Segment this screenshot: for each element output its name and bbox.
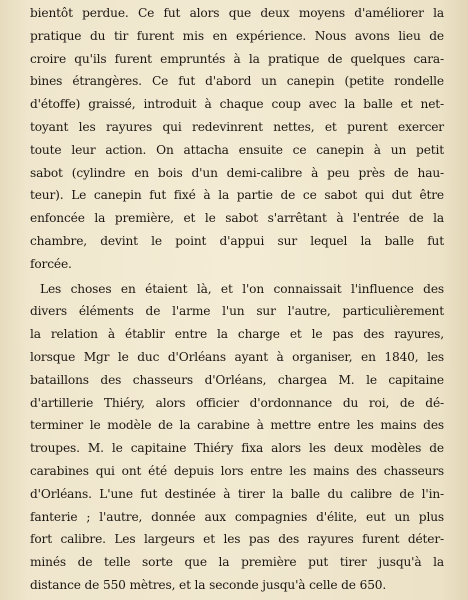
text-line: fanterie ; l'autre, donnée aux compagnies d'élite, eut un plus	[30, 509, 444, 524]
text-line: enfoncée la première, et le sabot s'arrêtant à l'entrée de la	[30, 211, 444, 226]
text-line: bines étrangères. Ce fut d'abord un canepin (petite rondelle	[30, 74, 444, 89]
text-line: troupes. M. le capitaine Thiéry fixa alors les deux modèles de	[30, 441, 444, 456]
text-line: chambre, devint le point d'appui sur lequel la balle fut	[30, 233, 444, 248]
text-line: lorsque Mgr le duc d'Orléans ayant à organiser, en 1840, les	[30, 349, 444, 364]
text-line: Les choses en étaient là, et l'on connaissait l'influence des	[40, 281, 444, 296]
text-line: terminer le modèle de la carabine à mettre entre les mains des	[30, 418, 444, 433]
text-line: distance de 550 mètres, et la seconde jusqu'à celle de 650.	[30, 577, 387, 592]
text-line: croire qu'ils furent empruntés à la pratique de quelques cara-	[30, 51, 444, 66]
page-text	[30, 2, 444, 597]
text-line: teur). Le canepin fut fixé à la partie de ce sabot qui dut être	[30, 188, 444, 203]
text-line: pratique du tir furent mis en expérience. Nous avons lieu de	[30, 28, 444, 43]
text-line: minés de telle sorte que la première put tirer jusqu'à la	[30, 555, 444, 570]
text-line: carabines qui ont été depuis lors entre les mains des chasseurs	[30, 463, 444, 478]
text-line: toute leur action. On attacha ensuite ce canepin à un petit	[30, 142, 444, 157]
text-line: sabot (cylindre en bois d'un demi-calibre à peu près de hau-	[30, 165, 444, 180]
text-line: d'artillerie Thiéry, alors officier d'ordonnance du roi, de dé-	[30, 395, 444, 410]
text-line: d'étoffe) graissé, introduit à chaque coup avec la balle et net-	[30, 97, 444, 112]
text-line: toyant les rayures qui redevinrent nettes, et purent exercer	[30, 119, 444, 134]
paragraph-1	[30, 2, 444, 276]
text-line: bientôt perdue. Ce fut alors que deux moyens d'améliorer la	[30, 6, 444, 20]
text-line: d'Orléans. L'une fut destinée à tirer la balle du calibre de l'in-	[30, 486, 444, 501]
text-line: la relation à établir entre la charge et le pas des rayures,	[30, 327, 444, 342]
paragraph-2	[30, 278, 444, 597]
text-line: forcée.	[30, 256, 72, 271]
text-line: fort calibre. Les largeurs et les pas des rayures furent déter-	[30, 532, 444, 547]
text-line: bataillons des chasseurs d'Orléans, chargea M. le capitaine	[30, 372, 444, 387]
text-line: divers éléments de l'arme l'un sur l'autre, particulièrement	[30, 304, 444, 319]
